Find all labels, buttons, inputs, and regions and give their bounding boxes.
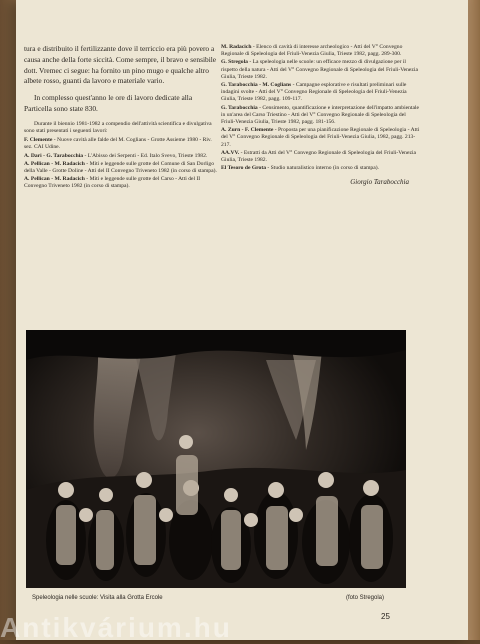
- reference-authors: M. Radacich: [221, 44, 252, 50]
- reference-authors: A. Dari - G. Tarabocchia: [24, 152, 84, 159]
- photo-caption: Speleologia nelle scuole: Visita alla Grotta Ercole: [32, 595, 163, 601]
- paragraph-work-hours: In complesso quest'anno le ore di lavoro dedicate alla Particella sono state 830.: [24, 93, 193, 113]
- reference-text: - Proposta per una pianificazione Regionale di Speleologia - Atti del V° Convegno Regionale di Speleologia del Friuli-Venezia Giulia, 1982, pagg. 213-217.: [221, 127, 420, 148]
- left-reference-list: [24, 137, 218, 190]
- reference-authors: A. Pellican - M. Radacich: [24, 160, 85, 167]
- right-column: [221, 44, 421, 187]
- cave-photo-illustration: [26, 330, 406, 588]
- reference-item: [24, 137, 218, 151]
- reference-text: - Censimento, quantificazione e interpretazione dell'impatto ambientale in un'area del Carso Triestino - Atti del V° Convegno Regionale di Speleologia del Friuli-Venezia Giulia, Trieste 1982, pagg. 181-156.: [221, 104, 419, 126]
- reference-text: - Miti e leggende sulle grotte del Carso - Atti del II Convegno Triveneto 1982 (in corso di stampa).: [24, 176, 201, 190]
- reference-item: [221, 82, 421, 104]
- book-page: [16, 0, 468, 640]
- reference-text: - L'Abisso dei Serpenti - Ed. Italo Svevo, Trieste 1982.: [83, 152, 208, 159]
- author-signature: Giorgio Tarabocchia: [350, 178, 409, 187]
- reference-authors: F. Clemente: [24, 137, 53, 144]
- reference-authors: G. Stregola: [221, 59, 248, 66]
- reference-item: [221, 105, 421, 127]
- reference-authors: El Tesoro de Grota: [221, 165, 267, 172]
- reference-authors: A. Pellican - M. Radacich: [24, 176, 85, 183]
- right-reference-list: [221, 44, 421, 172]
- photo-credit: (foto Stregola): [346, 595, 385, 601]
- reference-text: - Miti e leggende sulle grotte del Comune di San Dorligo della Valle - Grotte Doline - Atti del II Convegno Triveneto 1982 (in corso di stampa).: [24, 160, 217, 174]
- reference-authors: G. Tarabocchia - M. Coglians: [221, 82, 292, 89]
- reference-text: - La speleologia nelle scuole: un efficace mezzo di divulgazione per il rispetto della natura - Atti del V° Convegno Regionale di Speleologia del Friuli-Venezia Giulia, Trieste 1982.: [221, 59, 418, 80]
- reference-item: [221, 44, 421, 58]
- reference-item: [221, 165, 421, 172]
- reference-item: [24, 176, 218, 190]
- paragraph-fertilizer: tura e distribuito il fertilizzante dove il terriccio era più povero a causa anche della forte siccità. Come sempre, il bravo e sensibile dott. Vremec ci segue: ha fornito un pino mugo e qualche altro albete rosso, guanti da lavoro e materiale vario.: [24, 44, 217, 86]
- reference-text: - Estratti da Atti del V° Convegno Regionale di Speleologia del Friuli-Venezia Giulia, Trieste 1982.: [221, 149, 416, 164]
- watermark: Antikvárium.hu: [0, 612, 232, 643]
- reference-item: [24, 161, 218, 175]
- cave-photo: [26, 330, 406, 588]
- reference-item: [221, 127, 421, 149]
- reference-item: [221, 150, 421, 164]
- reference-authors: AA.VV.: [221, 149, 240, 156]
- reference-text: - Studio naturalistico interno (in corso di stampa).: [266, 165, 379, 172]
- reference-authors: A. Zurn - F. Clemente: [221, 127, 274, 134]
- reference-item: [24, 153, 218, 160]
- reference-item: [221, 59, 421, 81]
- reference-authors: G. Tarabocchia: [221, 104, 258, 111]
- page-number: 25: [381, 612, 390, 621]
- paragraph-works-intro: Durante il biennio 1981-1982 a compendio dell'attività scientifica e divulgativa sono stati presentati i seguenti lavori:: [24, 120, 212, 134]
- left-column: [24, 44, 218, 192]
- reference-text: - Elenco di cavità di interesse archeologico - Atti del V° Convegno Regionale di Speleologia del Friuli-Venezia Giulia, Trieste 1982, pagg. 289-300.: [221, 44, 403, 58]
- reference-text: - Nuove cavità alle falde del M. Coglians - Grotte Assieme 1980 - Riv. sez. CAI Udine.: [24, 137, 212, 151]
- reference-text: - Campagne esplorative e risultati preliminari sulle indagini svolte - Atti del V° Convegno Regionale di Speleologia del Friuli-Venezia Giulia, Trieste 1982, pagg. 109-117.: [221, 82, 407, 103]
